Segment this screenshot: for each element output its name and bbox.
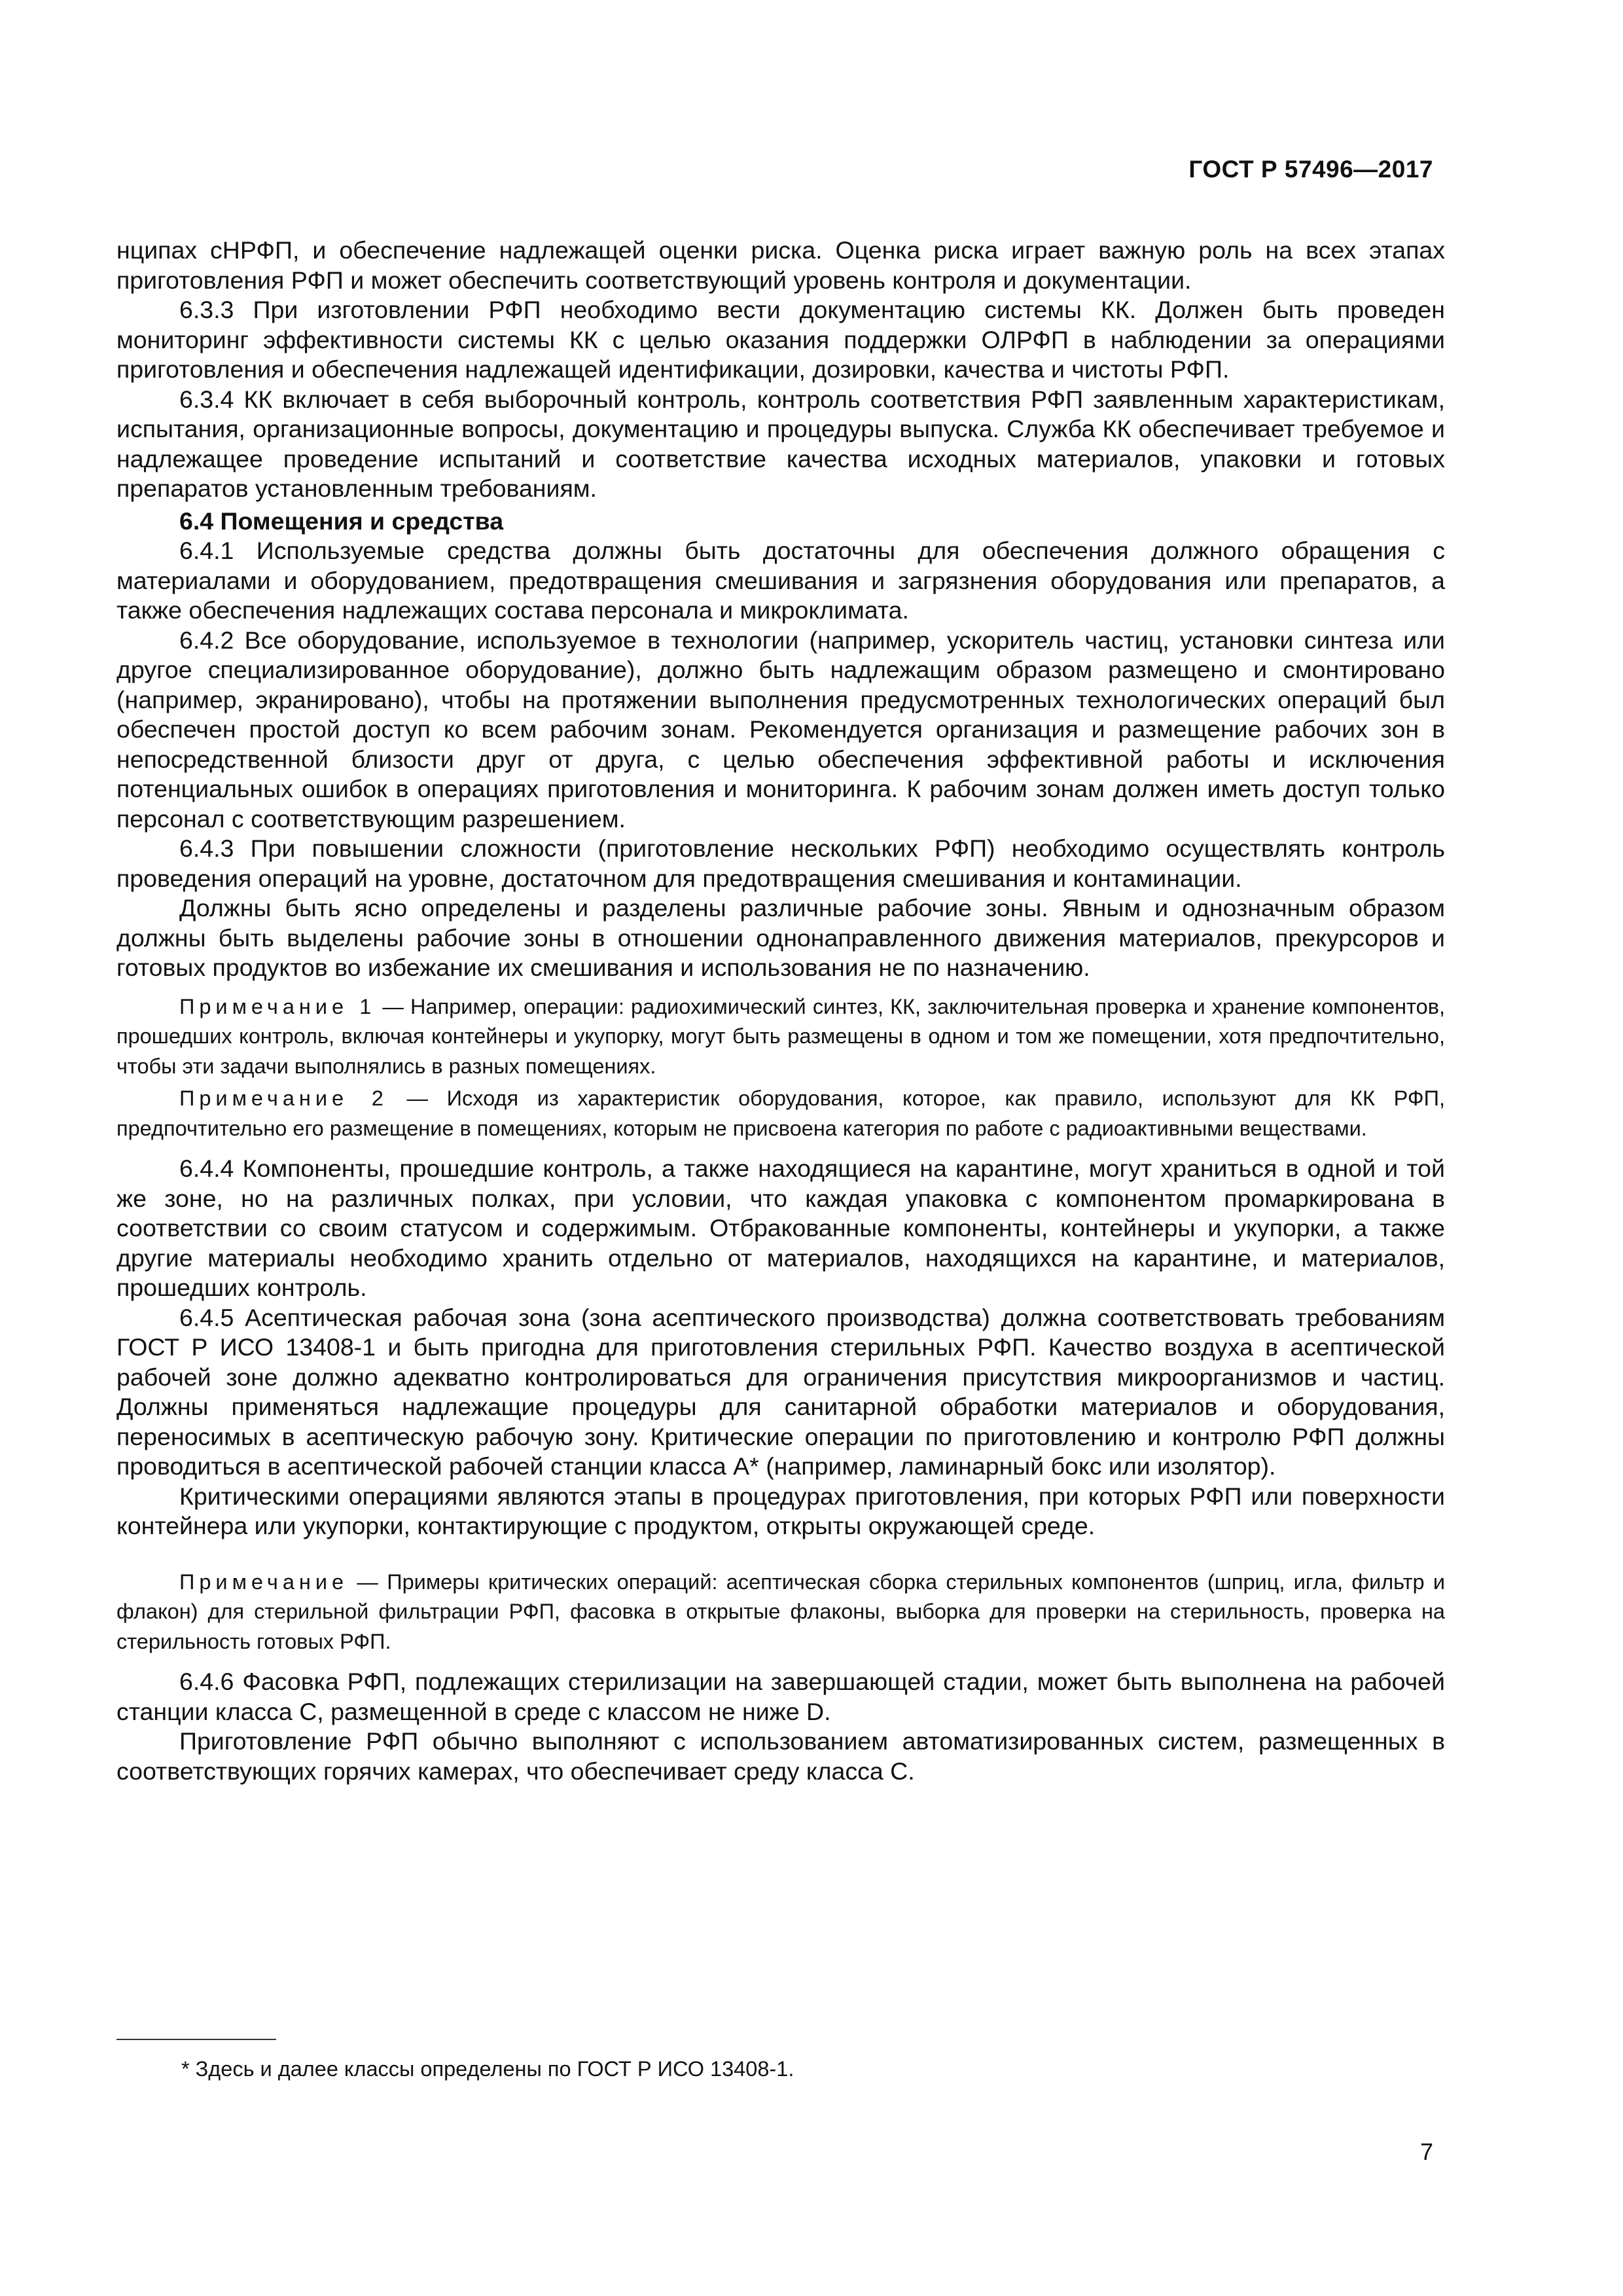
- spacer: [116, 1541, 1445, 1558]
- paragraph-6-4-4: 6.4.4 Компоненты, прошедшие контроль, а также находящиеся на карантине, могут храниться в одной и той же зоне, но на различных полках, при условии, что каждая упаковка с компонентом промаркирована в соответствии со своим статусом и содержимым. Отбракованные компоненты, контейнеры и укупорки, а также другие материалы необходимо хранить отдельно от материалов, находящихся на карантине, и материалов, прошедших контроль.: [116, 1155, 1445, 1301]
- paragraph-6-4-3: 6.4.3 При повышении сложности (приготовление нескольких РФП) необходимо осуществлять контроль проведения операций на уровне, достаточном для предотвращения смешивания и контаминации.: [116, 834, 1445, 892]
- paragraph-6-4-2: 6.4.2 Все оборудование, используемое в технологии (например, ускоритель частиц, установки синтеза или другое специализированное оборудование), должно быть надлежащим образом размещено и смонтировано (например, экранировано), чтобы на протяжении выполнения предусмотренных технологических операций был обеспечен простой доступ ко всем рабочим зонам. Рекомендуется организация и размещение рабочих зон в непосредственной близости друг от друга, с целью обеспечения эффективной работы и исключения потенциальных ошибок в операциях приготовления и мониторинга. К рабочим зонам должен иметь доступ только персонал с соответствующим разрешением.: [116, 626, 1445, 833]
- footnote-separator: [116, 2039, 276, 2040]
- note-3-label: Примечание: [179, 1570, 349, 1594]
- note-1-text: — Например, операции: радиохимический синтез, КК, заключительная проверка и хранение компонентов, прошедших контроль, включая контейнеры и укупорку, могут быть размещены в одном и том же помещении, хотя предпочтительно, чтобы эти задачи выполнялись в разных помещениях.: [116, 994, 1445, 1078]
- paragraph-6-4-1: 6.4.1 Используемые средства должны быть достаточны для обеспечения должного обращения с материалами и оборудованием, предотвращения смешивания и загрязнения оборудования или препаратов, а также обеспечения надлежащих состава персонала и микроклимата.: [116, 537, 1445, 624]
- note-1: [116, 992, 1445, 1082]
- document-code-header: ГОСТ Р 57496—2017: [1188, 156, 1433, 183]
- paragraph-6-3-4: 6.3.4 КК включает в себя выборочный контроль, контроль соответствия РФП заявленным характеристикам, испытания, организационные вопросы, документацию и процедуры выпуска. Служба КК обеспечивает требуемое и надлежащее проведение испытаний и соответствие качества исходных материалов, упаковки и готовых препаратов установленным требованиям.: [116, 385, 1445, 502]
- paragraph-6-4-5: 6.4.5 Асептическая рабочая зона (зона асептического производства) должна соответствовать требованиям ГОСТ Р ИСО 13408-1 и быть пригодна для приготовления стерильных РФП. Качество воздуха в асептической рабочей зоне должно адекватно контролироваться для ограничения присутствия микроорганизмов и частиц. Должны применяться надлежащие процедуры для санитарной обработки материалов и оборудования, переносимых в асептическую рабочую зону. Критические операции по приготовлению и контролю РФП должны проводиться в асептической рабочей станции класса А* (например, ламинарный бокс или изолятор).: [116, 1303, 1445, 1480]
- section-heading-6-4: 6.4 Помещения и средства: [179, 507, 504, 535]
- note-1-label: Примечание 1: [179, 994, 376, 1018]
- paragraph-6-4-5-continued: Критическими операциями являются этапы в процедурах приготовления, при которых РФП или поверхности контейнера или укупорки, контактирующие с продуктом, открыты окружающей среде.: [116, 1482, 1445, 1539]
- note-3-text: — Примеры критических операций: асептическая сборка стерильных компонентов (шприц, игла, фильтр и флакон) для стерильной фильтрации РФП, фасовка в открытые флаконы, выборка для проверки на стерильность, проверка на стерильность готовых РФП.: [116, 1570, 1445, 1653]
- paragraph-6-4-3-continued: Должны быть ясно определены и разделены различные рабочие зоны. Явным и однозначным образом должны быть выделены рабочие зоны в отношении однонаправленного движения материалов, прекурсоров и готовых продуктов во избежание их смешивания и использования не по назначению.: [116, 894, 1445, 981]
- page-number: 7: [1419, 2138, 1433, 2165]
- note-2-label: Примечание 2: [179, 1086, 388, 1110]
- spacer: [116, 1143, 1445, 1154]
- paragraph-6-4-6: 6.4.6 Фасовка РФП, подлежащих стерилизации на завершающей стадии, может быть выполнена на рабочей станции класса С, размещенной в среде с классом не ниже D.: [116, 1668, 1445, 1725]
- page-body: [116, 236, 1445, 1786]
- spacer: [116, 1657, 1445, 1667]
- paragraph-6-4-6-continued: Приготовление РФП обычно выполняют с использованием автоматизированных систем, размещенных в соответствующих горячих камерах, что обеспечивает среду класса С.: [116, 1727, 1445, 1785]
- note-2: [116, 1084, 1445, 1143]
- note-3: [116, 1568, 1445, 1657]
- footnote: * Здесь и далее классы определены по ГОСТ Р ИСО 13408-1.: [181, 2057, 794, 2081]
- note-2-text: — Исходя из характеристик оборудования, которое, как правило, используют для КК РФП, предпочтительно его размещение в помещениях, которым не присвоена категория по работе с радиоактивными веществами.: [116, 1086, 1446, 1140]
- paragraph-continuation: нципах сНРФП, и обеспечение надлежащей оценки риска. Оценка риска играет важную роль на всех этапах приготовления РФП и может обеспечить соответствующий уровень контроля и документации.: [116, 236, 1445, 294]
- paragraph-6-3-3: 6.3.3 При изготовлении РФП необходимо вести документацию системы КК. Должен быть проведен мониторинг эффективности системы КК с целью оказания поддержки ОЛРФП в наблюдении за операциями приготовления и обеспечения надлежащей идентификации, дозировки, качества и чистоты РФП.: [116, 296, 1445, 383]
